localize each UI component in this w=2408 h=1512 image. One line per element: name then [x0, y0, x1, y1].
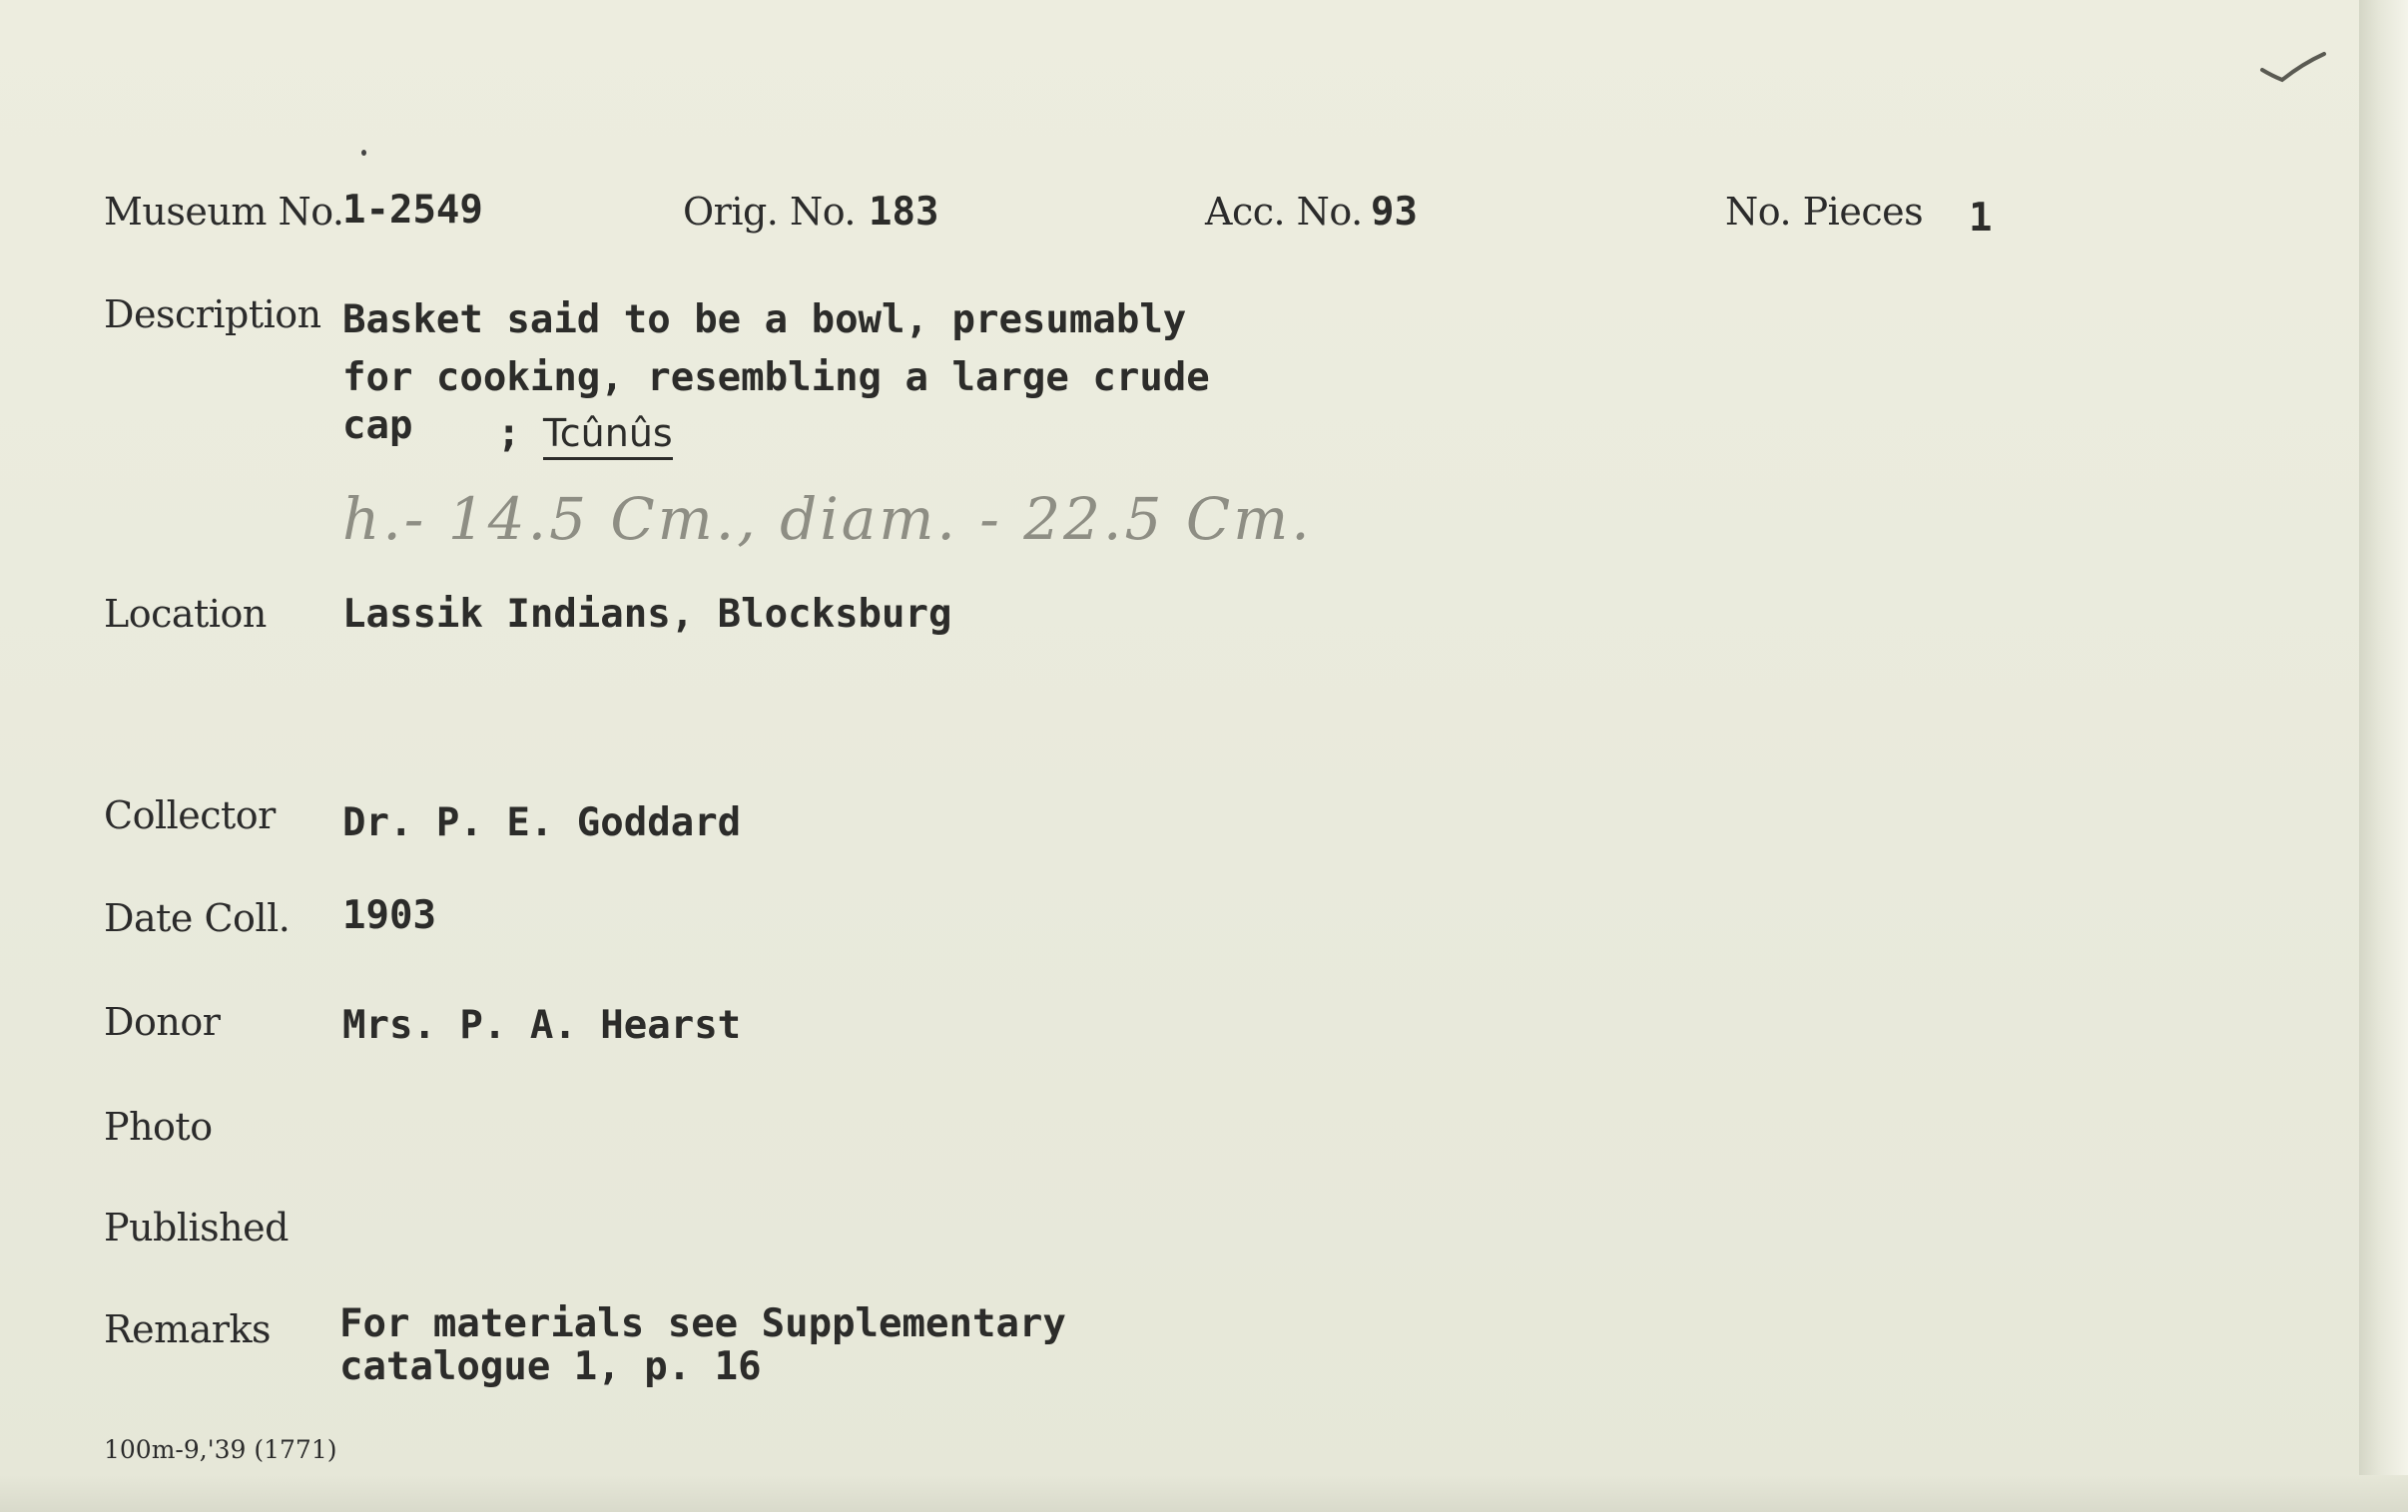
- museum-no-label: Museum No.: [104, 190, 344, 234]
- location-label: Location: [104, 592, 267, 636]
- photo-label: Photo: [104, 1105, 213, 1149]
- description-line-3: cap: [342, 403, 413, 448]
- acc-no-label: Acc. No.: [1205, 190, 1363, 234]
- remarks-label: Remarks: [104, 1307, 271, 1351]
- date-coll-value: 1903: [342, 893, 436, 938]
- acc-no-value: 93: [1371, 190, 1418, 235]
- description-line-1: Basket said to be a bowl, presumably: [342, 297, 1187, 342]
- handwritten-dimensions: h.- 14.5 Cm., diam. - 22.5 Cm.: [342, 485, 1313, 553]
- collector-value: Dr. P. E. Goddard: [342, 800, 742, 845]
- print-code: 100m-9,'39 (1771): [104, 1435, 337, 1464]
- orig-no-label: Orig. No.: [683, 190, 856, 234]
- card-edge-bottom: [0, 1475, 2408, 1512]
- collector-label: Collector: [104, 793, 276, 837]
- pieces-label: No. Pieces: [1725, 190, 1924, 234]
- orig-no-value: 183: [869, 190, 939, 235]
- description-label: Description: [104, 292, 321, 336]
- remarks-line-2: catalogue 1, p. 16: [339, 1344, 762, 1389]
- museum-no-value: 1-2549: [342, 188, 483, 233]
- ink-speck: [361, 150, 366, 156]
- remarks-line-1: For materials see Supplementary: [339, 1301, 1066, 1346]
- published-label: Published: [104, 1206, 289, 1250]
- native-name: Tcûnûs: [543, 411, 673, 460]
- card-edge-right: [2359, 0, 2408, 1512]
- date-coll-label: Date Coll.: [104, 896, 291, 940]
- check-mark-icon: [2258, 48, 2328, 88]
- description-line-2: for cooking, resembling a large crude: [342, 355, 1210, 400]
- donor-value: Mrs. P. A. Hearst: [342, 1003, 742, 1048]
- donor-label: Donor: [104, 1000, 221, 1044]
- location-value: Lassik Indians, Blocksburg: [342, 592, 952, 637]
- description-separator: ;: [497, 411, 521, 456]
- pieces-value: 1: [1969, 196, 1993, 241]
